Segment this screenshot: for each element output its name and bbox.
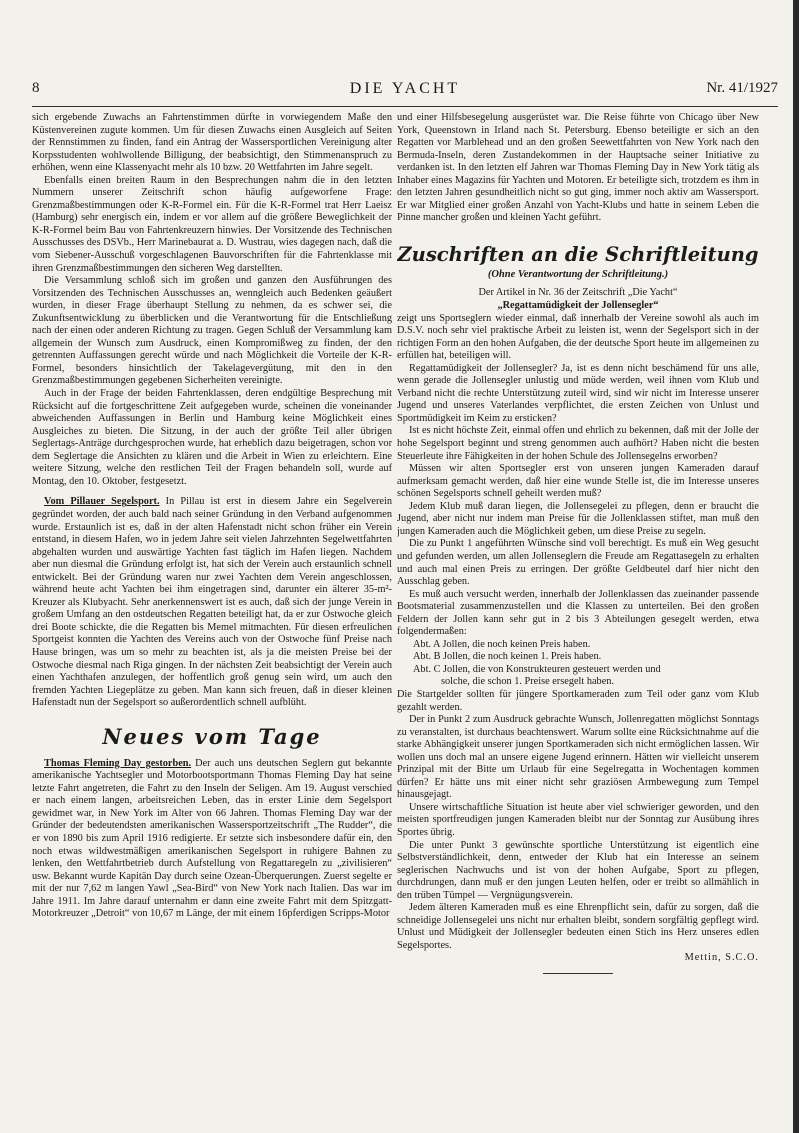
list-item: Abt. A Jollen, die noch keinen Preis haben. [413,638,591,650]
section-subtitle: (Ohne Verantwortung der Schriftleitung.) [487,268,669,280]
paragraph: sich ergebende Zuwachs an Fahrtenstimmen dürfte in vorwiegendem Maße den Küstenvereinen zugute kommen. Um für diesen Zuwachs einen Ausgleich auf Seiten der Rennstimmen zu finden, fand ein Antrag der Wassersportlichen Vereinigung alter Korpsstudenten wohlwollende Billigung, der beabsichtigt, den Stimmenanspruch zu erhöhen, wenn eine Klassenyacht mehr als 10 bzw. 20 Wettfahrten im Jahre segelt. [32,112,392,174]
paragraph-body: In Pillau ist erst in diesem Jahre ein Segelverein gegründet worden, der auch bald nach seiner Gründung in den Verband aufgenommen wurde. Erstaunlich ist es, daß in der alten Hafenstadt nicht schon früher ein Verein entstand, in diesem Hafen, wo in jedem Jahre seit vielen Jahrzehnten Segelwettfahrten abgehalten wurden und auswärtige Yachten fast täglich im Hafen liegen. Nachdem aber nun diesmal die Gründung erfolgt ist, hat sich der Verein auch erstaunlich schnell entwickelt. Bei der Gründung waren nur zwei Yachten dem Verein angeschlossen, während heute acht Yachten bei ihm eingetragen sind, darunter ein älterer 35-m²-Kreuzer als Klubyacht. Sehr anerkennenswert ist es auch, daß sich der junge Verein in großem Umfang an den ostdeutschen Regatten beteiligt hat, da er zur Ostwoche gleich drei Boote schickte, die die Regatten bis Memel mitmachten. Für diesen erfreulichen Sportgeist konnten die Yachten des Vereins auch von der Ostwoche fünf Preise nach Hause bringen, was um so mehr zu beachten ist, als ja die meisten Preise bei der Ostwoche diesmal nach Riga gingen. In der nächsten Zeit beabsichtigt der Verein auch einen Yachthafen anzulegen, der hoffentlich groß genug sein wird, um auch den fremden Yachten Liegeplätze zu geben. Man kann sich freuen, daß in dieser kleinen Hafenstadt nun der Segelsport so außerordentlich schnell aufblüht. [32,496,392,709]
paragraph-body: Der auch uns deutschen Seglern gut bekannte amerikanische Yachtsegler und Motorbootsportmann Thomas Fleming Day hat seine letzte Fahrt angetreten, die Fahrt zu den Inseln der Seligen. Am 19. August verschied er nach einem langen, arbeitsreichen Leben, das in erster Linie dem Segelsport gewidmet war, in New York im Alter von 66 Jahren. Thomas Fleming Day war der Gründer der bedeutendsten amerikanischen Wassersportzeitschrift „The Rudder“, die er von 1890 bis zum April 1916 redigierte. Er setzte sich insbesondere dafür ein, den noch etwas wildwestmäßigen amerikanischen Segelsport in ruhigere Bahnen zu lenken, den Wettfahrtbetrieb durch Aufstellung von Regattaregeln zu „zivilisieren“ usw. Bekannt wurde Kapitän Day durch seine Ozean-Überquerungen. Zuerst segelte er mit der nur 7,62 m langen Yawl „Sea-Bird“ von New York nach Italien. Das war im Jahre 1911. Im Jahre darauf unternahm er dann eine zweite Fahrt mit dem Spitzgatt-Motorkreuzer „Detroit“ von 10,67 m Länge, der mit einem 16pferdigen Scripps-Motor [32,757,392,920]
paragraph: zeigt uns Sportseglern wieder einmal, daß innerhalb der Vereine sowohl als auch im D.S.V. noch sehr viel praktische Arbeit zu leisten ist, wenn der Segelsport sich in der richtigen Form an den hohen Aufgaben, die der deutsche Sport heute im allgemeinen zu erfüllen hat, beteiligen will. [397,312,759,362]
paragraph: Die zu Punkt 1 angeführten Wünsche sind voll berechtigt. Es muß ein Weg gesucht und gefunden werden, um allen Jollenseglern die Freude am Regattasegeln zu erhalten und auch mal einen Preis zu erringen. Der größte Geldbeutel darf hier nicht den Ausschlag geben. [397,538,759,588]
paragraph: Es muß auch versucht werden, innerhalb der Jollenklassen das zueinander passende Bootsmaterial zusammenzustellen und die Klassen zu unterteilen. Bei den großen Feldern der Jollen kann sehr gut in 2 bis 3 Abteilungen gesegelt werden, etwa folgendermaßen: [397,588,759,638]
paragraph: Jedem älteren Kameraden muß es eine Ehrenpflicht sein, dafür zu sorgen, daß die schneidige Jollensegelei uns nicht nur erhalten bleibt, sondern sorgfältig gepflegt wird. Unlust und Müdigkeit der Jollensegler bedeuten einen Stich ins Herz unseres edlen Segelsportes. [397,902,759,951]
list-item: Abt. C Jollen, die von Konstrukteuren gesteuert werden und [413,663,661,675]
paragraph: und einer Hilfsbesegelung ausgerüstet war. Die Reise führte von Chicago über New York, Queenstown in Irland nach St. Petersburg. Ebenso beteiligte er sich an den Regatten vor Marblehead und an den großen Seewettfahrten von New York nach den Bermuda-Inseln, deren Zustandekommen in der Hauptsache seiner Initiative zu verdanken ist. In den letzten elf Jahren war Thomas Fleming Day in New York tätig als Inhaber eines Magazins für Yachten und Motoren. Er beteiligte sich, trotzdem es ihm in den letzten Jahren gesundheitlich nicht so gut ging, immer noch aktiv am Wassersport. Er war Mitglied einer großen Anzahl von Yacht-Klubs und hatte in seinem Leben die Pinne mancher großen und kleinen Yacht geführt. [397,112,759,224]
paragraph: Auch in der Frage der beiden Fahrtenklassen, deren endgültige Besprechung mit Rücksicht auf die fortgeschrittene Zeit aufgegeben wurde, scheinen die voneinander abweichenden Auffassungen in Berlin und Hamburg keine Möglichkeit eines Ausgleiches zu bieten. Die Sitzung, in der auch der größte Teil aller übrigen Seglertags-Anträge durchgesprochen wurde, hat erheblich dazu beigetragen, schon vor dem Seglertage die Ansichten zu klären und die Arbeit in Wien zu erleichtern. Eine weitere Sitzung, welche den restlichen Teil der Fragen behandeln soll, wurde auf Montag, den 10. Oktober, festgesetzt. [32,388,392,487]
paragraph-lead: Vom Pillauer Segelsport. [44,496,160,508]
paragraph: Der in Punkt 2 zum Ausdruck gebrachte Wunsch, Jollenregatten möglichst Sonntags zu veranstalten, ist durchaus beachtenswert. Warum sollte eine Rücksichtnahme auf die starke Abhängigkeit unserer jungen Sportkameraden sich nicht ermöglichen lassen. Wir wollen uns doch mal an unsere eigene Jugend erinnern. Hätten wir vielleicht unserem Prinzipal mit der Bitte um Urlaub für eine Segelregatta in Wochentagen kommen dürfen? Er hätte uns mit einer nicht sehr graziösen Armbewegung zum Tempel hinausgejagt. [397,714,759,801]
page-header [32,80,778,102]
header-rule [32,106,778,107]
list-item-continuation: solche, die schon 1. Preise ersegelt haben. [441,676,614,688]
paragraph: Ist es nicht höchste Zeit, einmal offen und ehrlich zu bekennen, daß mit der Jolle der hohe Segelsport beginnt und streng genommen auch aufhört? Haben nicht die besten Steuerleute ihre Fähigkeiten in der hohen Schule des Jollensegelns erworben? [397,425,759,462]
right-column [397,112,759,1112]
paragraph: Müssen wir alten Sportsegler erst von unseren jungen Kameraden darauf aufmerksam gemacht werden, daß hier eine wunde Stelle ist, die im Interesse unseres schönen Segelsports schnell geheilt werden muß? [397,463,759,500]
issue-number: Nr. 41/1927 [706,80,778,96]
paragraph-lead: Thomas Fleming Day gestorben. [44,757,192,769]
paragraph: Die Versammlung schloß sich im großen und ganzen den Ausführungen des Vorsitzenden des Technischen Ausschusses an, wenngleich auch Bedenken geäußert wurden, in dieser Frage überhaupt Stellung zu nehmen, da es schwer sei, die Zukunftsentwicklung zu überblicken und die Verantwortung für die Entschließung nach der einen oder anderen Richtung zu tragen. Gegen Schluß der Versammlung kam allgemein der Wunsch zum Ausdruck, einen Kompromißweg zu finden, der den getrennten Auffassungen gerecht würde und nach Möglichkeit die Vorteile der K-R-Formel, besonders hinsichtlich der Takelagevergütung, mit den in den Grenzmaßbestimmungen gegebenen Sicherheiten vereinigte. [32,275,392,387]
page-edge-shadow [793,0,799,1133]
paragraph: Regattamüdigkeit der Jollensegler? Ja, ist es denn nicht beschämend für uns alle, wenn gerade die Jollensegler unlustig und müde werden, weil ihnen vom Klub und Verband nicht die rechte Unterstützung zuteil wird, sind wir nicht im Interesse unserer Jugend und unseres Vaterlandes verpflichtet, die ersten Zeichen von Unlust und Sportmüdigkeit im Keim zu ersticken? [397,362,759,424]
signature-line [397,952,759,965]
paragraph: Unsere wirtschaftliche Situation ist heute aber viel schwieriger geworden, und den meisten sportfreudigen jungen Kameraden bleibt nur der Sonntag zur Ausübung ihres Sportes übrig. [397,801,759,838]
paragraph: Die Startgelder sollten für jüngere Sportkameraden zum Teil oder ganz vom Klub gezahlt werden. [397,688,759,713]
section-title-neues: Neues vom Tage [102,723,322,749]
paragraph: Ebenfalls einen breiten Raum in den Besprechungen nahm die in den letzten Nummern unserer Zeitschrift schon häufig aufgeworfene Frage: Grenzmaßbestimmungen oder K-R-Formel ein. Für die K-R-Formel trat Herr Laeisz (Hamburg) sehr energisch ein, indem er vor allem auf die größere Beweglichkeit der K-R-Formel beim Bau von Fahrtenkreuzern hinwies. Der Vorsitzende des Technischen Ausschusses des DSVb., Herr Marinebaurat a. D. Wustrau, wies dagegen nach, daß die vom Siebener-Ausschuß vorgeschlagenen Bauvorschriften für die Fahrtenklasse mit ihren Grenzmaßbestimmungen den sicheren Weg darstellten. [32,174,392,274]
paragraph-obituary [32,758,392,921]
article-title: „Regattamüdigkeit der Jollensegler“ [497,300,659,312]
paragraph: Die unter Punkt 3 gewünschte sportliche Unterstützung ist eigentlich eine Selbstverständlichkeit, denn, entweder der Klub hat ein Interesse an seinem seglerischen Nachwuchs und ist von der hohen Aufgabe, Sport zu pflegen, durchdrungen, dann muß er den jungen Leuten helfen, oder er treibt so allmählich in den trüben Tümpel — Vergnügungsverein. [397,839,759,901]
signature: Mettin, S.C.O. [684,952,759,964]
left-column [32,112,392,1112]
paragraph-pillau [32,496,392,709]
page-number: 8 [32,80,40,96]
magazine-title: DIE YACHT [349,80,461,97]
letter-intro: Der Artikel in Nr. 36 der Zeitschrift „Die Yacht“ [478,287,678,299]
list-item: Abt. B Jollen, die noch keinen 1. Preis haben. [413,651,602,663]
section-title-letters: Zuschriften an die Schriftleitung [397,242,759,266]
paragraph: Jedem Klub muß daran liegen, die Jollensegelei zu pflegen, denn er braucht die Jugend, aber nicht nur indem man Preise für die Jollenklassen stiftet, man muß den jungen Kameraden auch die Möglichkeit geben, um diese Preise zu segeln. [397,500,759,537]
end-rule [543,973,613,974]
